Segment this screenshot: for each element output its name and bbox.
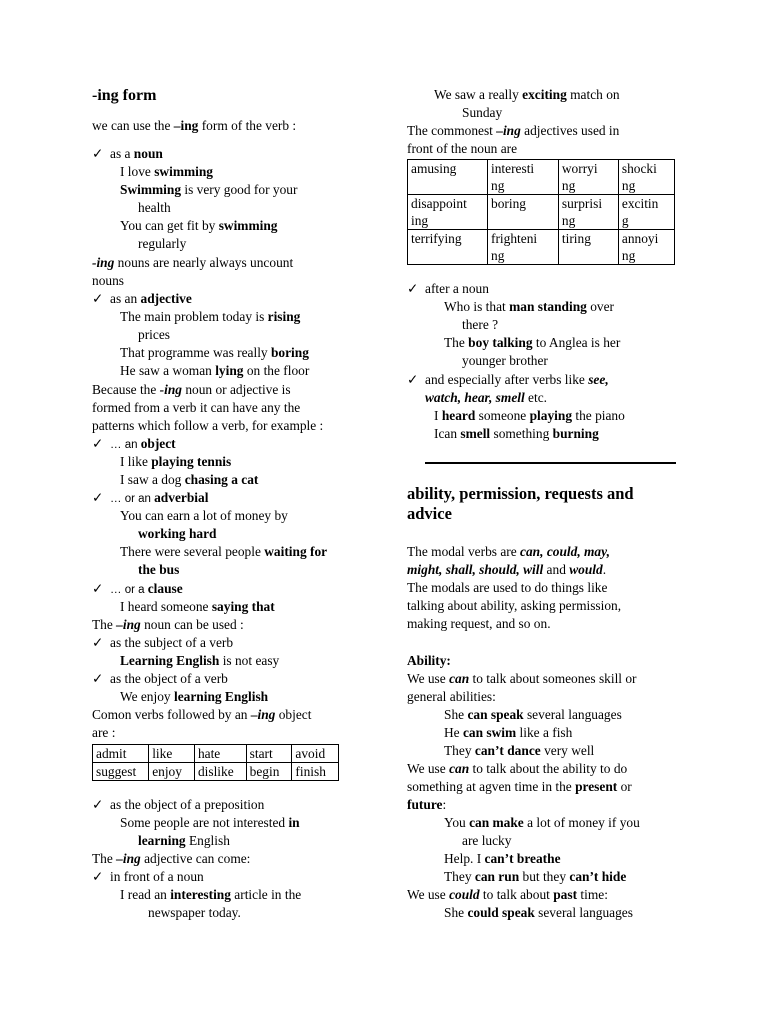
text-run: match on: [566, 87, 620, 102]
right-bottom-line: [462, 832, 511, 850]
text-run: making request, and so on.: [407, 616, 551, 631]
text-run: I heard someone: [120, 599, 212, 614]
left-line: [92, 634, 233, 652]
right-bottom-line: [407, 778, 632, 796]
table-cell: [558, 160, 618, 195]
text-run: He saw a woman: [120, 363, 216, 378]
text-run: there ?: [462, 317, 499, 332]
bold-text: adjective: [140, 291, 192, 306]
adjectives-table: [407, 159, 675, 265]
checkmark-icon: ✓: [92, 436, 104, 451]
bold-text: noun: [133, 146, 163, 161]
text-run: The: [92, 617, 117, 632]
left-line: [92, 868, 204, 886]
text-run: We enjoy: [120, 689, 174, 704]
text-run: English: [185, 833, 230, 848]
right-top-line: [462, 104, 502, 122]
section-title-ability-line-1: ability, permission, requests and: [407, 484, 634, 503]
text-run: as the object of a preposition: [110, 797, 265, 812]
text-run: several languages: [523, 707, 622, 722]
bold-italic-text: watch, hear, smell: [425, 390, 525, 405]
table-cell: finish: [292, 763, 339, 781]
left-line: [92, 290, 192, 308]
text-run: very well: [540, 743, 595, 758]
text-run: on the floor: [243, 363, 310, 378]
left-line: [120, 217, 277, 235]
small-text: … or an: [110, 493, 155, 505]
small-text: … or a: [110, 584, 148, 596]
text-run: is very good for your: [181, 182, 298, 197]
left-line: [92, 724, 115, 742]
text-run: formed from a verb it can have any the: [92, 400, 301, 415]
text-run: She: [444, 707, 468, 722]
small-text: … an: [110, 439, 141, 451]
text-run: something at agven time in the: [407, 779, 576, 794]
text-run: :: [442, 797, 447, 812]
text-run: and: [543, 562, 570, 577]
text-run: as the object of a verb: [110, 671, 228, 686]
text-run: object: [275, 707, 312, 722]
text-run: to talk about: [479, 887, 554, 902]
text-run: is not easy: [219, 653, 280, 668]
left-line: [92, 399, 300, 417]
left-line: [120, 453, 231, 471]
text-run: to Anglea is her: [532, 335, 621, 350]
left-line: [120, 814, 300, 832]
right-bottom-line: [444, 868, 626, 886]
text-run: are lucky: [462, 833, 512, 848]
checkmark-icon: ✓: [407, 281, 419, 296]
text-run: general abilities:: [407, 689, 496, 704]
bold-text: object: [140, 436, 176, 451]
text-run: as the subject of a verb: [110, 635, 234, 650]
left-line: [92, 706, 311, 724]
table-cell: [488, 195, 559, 230]
table-cell: [558, 230, 618, 265]
text-run: as a: [110, 146, 134, 161]
left-line: [92, 580, 183, 599]
bold-text: playing tennis: [151, 454, 232, 469]
text-run: We use: [407, 761, 450, 776]
bold-text: Swimming: [120, 182, 182, 197]
text-run: I saw a dog: [120, 472, 185, 487]
text-run: something: [490, 426, 553, 441]
left-line: [92, 796, 264, 814]
table-cell: [618, 195, 674, 230]
right-bottom-line: [444, 724, 572, 742]
text-run: The commonest: [407, 123, 497, 138]
text-run: We use: [407, 887, 450, 902]
table-row: [93, 763, 339, 781]
text-run: I love: [120, 164, 155, 179]
text-run: after a noun: [425, 281, 489, 296]
bold-italic-text: would: [569, 562, 603, 577]
right-bottom-line: [407, 615, 551, 633]
table-cell: suggest: [93, 763, 149, 781]
right-mid-line: [462, 352, 548, 370]
right-bottom-line: [407, 597, 621, 615]
cell-text: amusing: [411, 161, 457, 176]
table-cell: [558, 195, 618, 230]
bold-text: Learning English: [120, 653, 220, 668]
cell-text: boring: [491, 196, 526, 211]
text-run: He: [444, 725, 463, 740]
bold-text: chasing a cat: [184, 472, 259, 487]
bold-italic-text: can: [449, 671, 470, 686]
left-line: [138, 199, 171, 217]
checkmark-icon: ✓: [407, 372, 419, 387]
left-line: [138, 326, 170, 344]
text-run: newspaper today.: [148, 905, 241, 920]
bold-text: saying that: [211, 599, 275, 614]
right-mid-line: [462, 316, 498, 334]
table-cell: [408, 230, 488, 265]
table-cell: avoid: [292, 745, 339, 763]
text-run: They: [444, 869, 475, 884]
table-cell: enjoy: [149, 763, 195, 781]
bold-text: waiting for: [264, 544, 328, 559]
bold-italic-text: can, could, may,: [520, 544, 610, 559]
left-line: [92, 616, 244, 634]
cell-text: ng: [561, 213, 576, 228]
cell-text: ng: [561, 178, 576, 193]
right-bottom-line: [407, 670, 637, 688]
text-run: Who is that: [444, 299, 510, 314]
text-run: adjectives used in: [520, 123, 620, 138]
left-line: [120, 362, 309, 380]
text-run: .: [602, 562, 607, 577]
text-run: We use: [407, 671, 450, 686]
cell-text: worryi: [561, 161, 598, 176]
bold-italic-text: can: [449, 761, 470, 776]
left-line: [120, 886, 301, 904]
cell-text: g: [621, 213, 629, 228]
text-run: You can get fit by: [120, 218, 219, 233]
bold-text: exciting: [522, 87, 567, 102]
cell-text: ing: [411, 213, 429, 228]
bold-text: interesting: [170, 887, 231, 902]
table-row: [408, 195, 675, 230]
text-run: We saw a really: [434, 87, 523, 102]
text-run: article in the: [230, 887, 302, 902]
left-line: [138, 235, 186, 253]
checkmark-icon: ✓: [92, 581, 104, 596]
text-run: Help. I: [444, 851, 485, 866]
bold-text: rising: [267, 309, 301, 324]
text-run: patterns which follow a verb, for example :: [92, 418, 324, 433]
table-cell: hate: [194, 745, 246, 763]
right-bottom-line: [407, 796, 446, 814]
text-run: nouns are nearly always uncount: [114, 255, 294, 270]
cell-text: shocki: [621, 161, 657, 176]
bold-text: learning English: [173, 689, 269, 704]
bold-text: can speak: [467, 707, 524, 722]
text-run: Comon verbs followed by an: [92, 707, 251, 722]
left-line: [120, 308, 300, 326]
bold-italic-text: see,: [588, 372, 609, 387]
text-run: talking about ability, asking permission,: [407, 598, 622, 613]
checkmark-icon: ✓: [92, 291, 104, 306]
text-run: are :: [92, 725, 116, 740]
right-bottom-line: [444, 904, 633, 922]
text-run: adjective can come:: [140, 851, 251, 866]
checkmark-icon: ✓: [92, 869, 104, 884]
left-line: [92, 489, 208, 508]
table-cell: [488, 230, 559, 265]
text-run: to talk about the ability to do: [469, 761, 628, 776]
bold-text: learning: [138, 833, 186, 848]
bold-italic-text: –ing: [116, 617, 141, 632]
cell-text: annoyi: [621, 231, 659, 246]
text-run: etc.: [524, 390, 548, 405]
left-line: [120, 163, 213, 181]
right-bottom-line: [407, 886, 608, 904]
text-run: time:: [577, 887, 608, 902]
bold-text: smell: [460, 426, 491, 441]
left-line: [138, 832, 230, 850]
bold-text: can’t breathe: [484, 851, 561, 866]
cell-text: tiring: [561, 231, 591, 246]
bold-text: boy talking: [468, 335, 533, 350]
text-run: but they: [519, 869, 570, 884]
text-run: They: [444, 743, 475, 758]
table-cell: [618, 230, 674, 265]
left-line: [92, 272, 124, 290]
bold-italic-text: -ing: [92, 255, 115, 270]
text-run: The modals are used to do things like: [407, 580, 608, 595]
text-run: The main problem today is: [120, 309, 268, 324]
left-line: [120, 652, 279, 670]
right-mid-line: [444, 298, 614, 316]
right-bottom-line: [407, 561, 606, 579]
bold-text: adverbial: [154, 490, 209, 505]
right-mid-line: [444, 334, 620, 352]
section-title-ing-form: -ing form: [92, 87, 157, 104]
text-run: I like: [120, 454, 152, 469]
bold-italic-text: –ing: [116, 851, 141, 866]
text-run: front of the noun are: [407, 141, 518, 156]
right-mid-line: [407, 280, 489, 298]
bold-text: could speak: [467, 905, 535, 920]
checkmark-icon: ✓: [92, 146, 104, 161]
right-bottom-line: [407, 652, 451, 670]
text-run: Because the: [92, 382, 160, 397]
table-cell: [408, 160, 488, 195]
text-run: nouns: [92, 273, 124, 288]
right-top-line: [407, 140, 517, 158]
text-run: to talk about someones skill or: [469, 671, 637, 686]
right-mid-line: [425, 389, 547, 407]
text-run: I: [434, 408, 442, 423]
bold-italic-text: -ing: [159, 382, 182, 397]
text-run: Some people are not interested: [120, 815, 289, 830]
bold-text: heard: [441, 408, 476, 423]
left-line: [92, 381, 291, 399]
text-run: The: [92, 851, 117, 866]
bold-text: Ability:: [407, 653, 451, 668]
table-cell: [488, 160, 559, 195]
left-line: [92, 670, 228, 688]
bold-text: burning: [552, 426, 599, 441]
bold-text: –ing: [173, 118, 199, 133]
cell-text: excitin: [621, 196, 659, 211]
bold-text: can make: [469, 815, 524, 830]
table-cell: start: [246, 745, 292, 763]
right-bottom-line: [444, 814, 640, 832]
bold-text: can’t dance: [474, 743, 541, 758]
left-line: [120, 507, 288, 525]
bold-italic-text: –ing: [250, 707, 276, 722]
left-line: [120, 181, 297, 199]
text-run: form of the verb :: [198, 118, 297, 133]
text-run: several languages: [534, 905, 633, 920]
cell-text: interesti: [491, 161, 535, 176]
left-line: [120, 344, 309, 362]
cell-text: ng: [621, 178, 636, 193]
text-run: That programme was really: [120, 345, 271, 360]
right-mid-line: [434, 425, 599, 443]
bold-text: playing: [529, 408, 573, 423]
section-divider: [425, 462, 676, 464]
text-run: a lot of money if you: [523, 815, 640, 830]
left-line: [92, 850, 250, 868]
left-line: [138, 561, 179, 579]
bold-text: working hard: [138, 526, 217, 541]
bold-text: boring: [270, 345, 309, 360]
cell-text: ng: [491, 178, 505, 193]
text-run: prices: [138, 327, 170, 342]
cell-text: frighteni: [491, 231, 538, 246]
bold-italic-text: might, shall, should, will: [407, 562, 544, 577]
bold-text: man standing: [509, 299, 587, 314]
text-run: The modal verbs are: [407, 544, 521, 559]
right-bottom-line: [407, 760, 627, 778]
text-run: noun can be used :: [140, 617, 244, 632]
checkmark-icon: ✓: [92, 797, 104, 812]
checkmark-icon: ✓: [92, 671, 104, 686]
left-line: [120, 543, 327, 561]
bold-text: lying: [215, 363, 244, 378]
left-line: [120, 688, 268, 706]
right-mid-line: [434, 407, 625, 425]
left-line: [92, 435, 176, 454]
right-mid-line: [407, 371, 609, 389]
left-line: [92, 254, 293, 272]
left-line: [148, 904, 241, 922]
left-line: [138, 525, 217, 543]
cell-text: terrifying: [411, 231, 462, 246]
table-cell: dislike: [194, 763, 246, 781]
cell-text: ng: [491, 248, 505, 263]
text-run: You can earn a lot of money by: [120, 508, 288, 523]
right-bottom-line: [407, 579, 607, 597]
text-run: younger brother: [462, 353, 548, 368]
text-run: She: [444, 905, 468, 920]
bold-text: the bus: [138, 562, 180, 577]
text-run: in front of a noun: [110, 869, 204, 884]
text-run: There were several people: [120, 544, 265, 559]
checkmark-icon: ✓: [92, 635, 104, 650]
bold-text: can swim: [462, 725, 517, 740]
checkmark-icon: ✓: [92, 490, 104, 505]
right-bottom-line: [407, 688, 496, 706]
text-run: someone: [475, 408, 530, 423]
text-run: or: [617, 779, 632, 794]
text-run: The: [444, 335, 469, 350]
table-row: [93, 745, 339, 763]
text-run: Ican: [434, 426, 461, 441]
bold-text: clause: [147, 581, 183, 596]
bold-text: swimming: [154, 164, 213, 179]
right-bottom-line: [444, 850, 561, 868]
text-run: You: [444, 815, 470, 830]
text-run: regularly: [138, 236, 187, 251]
left-line: [120, 598, 275, 616]
right-top-line: [407, 122, 619, 140]
text-run: noun or adjective is: [182, 382, 291, 397]
bold-text: can run: [474, 869, 520, 884]
bold-text: in: [288, 815, 300, 830]
table-row: [408, 160, 675, 195]
text-run: and especially after verbs like: [425, 372, 589, 387]
text-run: the piano: [572, 408, 625, 423]
right-bottom-line: [407, 543, 610, 561]
right-top-line: [434, 86, 620, 104]
cell-text: disappoint: [411, 196, 467, 211]
right-bottom-line: [444, 706, 622, 724]
text-run: Sunday: [462, 105, 503, 120]
text-run: like a fish: [516, 725, 573, 740]
bold-text: present: [575, 779, 618, 794]
bold-text: can’t hide: [569, 869, 627, 884]
table-row: [408, 230, 675, 265]
text-run: I read an: [120, 887, 171, 902]
bold-text: past: [553, 887, 578, 902]
table-cell: [618, 160, 674, 195]
text-run: we can use the: [92, 118, 174, 133]
cell-text: surprisi: [561, 196, 603, 211]
table-cell: admit: [93, 745, 149, 763]
table-cell: [408, 195, 488, 230]
bold-italic-text: –ing: [496, 123, 521, 138]
left-line: [120, 471, 258, 489]
bold-text: future: [407, 797, 443, 812]
right-bottom-line: [444, 742, 594, 760]
verbs-table: [92, 744, 339, 781]
section-title-ability-line-2: advice: [407, 504, 452, 523]
intro-line: [92, 117, 296, 135]
table-cell: like: [149, 745, 195, 763]
left-line: [92, 417, 323, 435]
text-run: health: [138, 200, 171, 215]
bold-italic-text: could: [449, 887, 480, 902]
cell-text: ng: [621, 248, 636, 263]
table-cell: begin: [246, 763, 292, 781]
text-run: over: [586, 299, 615, 314]
left-line: [92, 145, 163, 163]
text-run: as an: [110, 291, 141, 306]
bold-text: swimming: [218, 218, 278, 233]
